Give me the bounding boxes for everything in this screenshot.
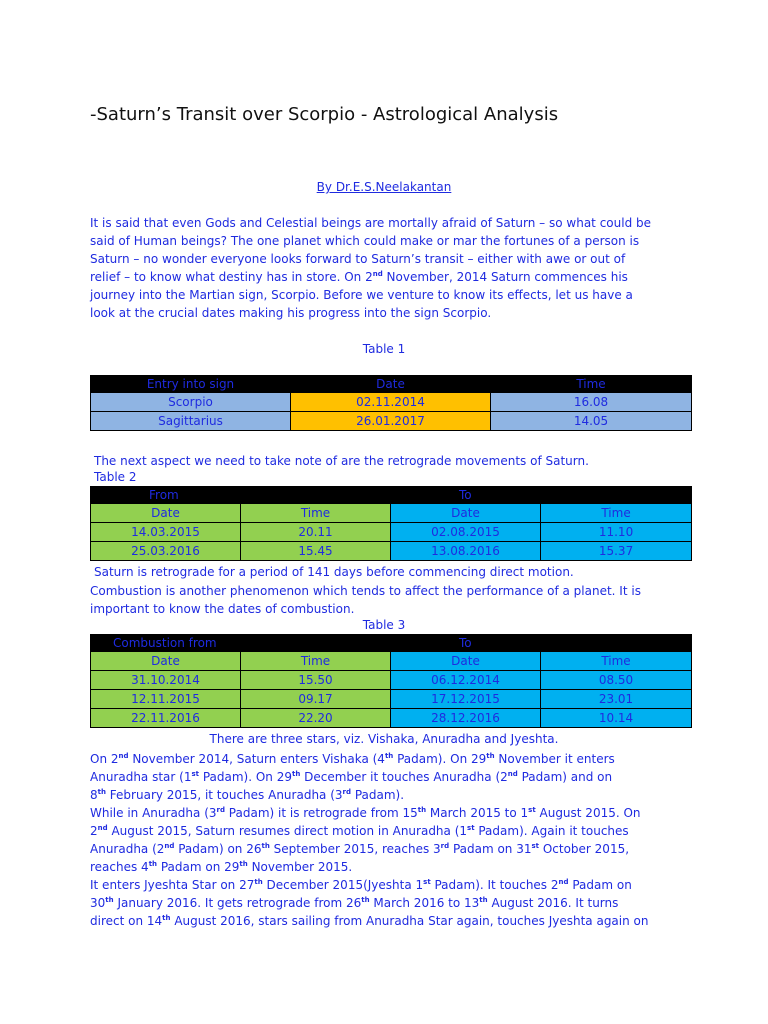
intro-line: journey into the Martian sign, Scorpio. Before we venture to know its effects, let us have a — [90, 288, 633, 302]
table-cell: 28.12.2016 — [391, 709, 541, 728]
table-row — [91, 709, 692, 728]
table1-saturn-entry — [90, 375, 692, 431]
table-cell: 16.08 — [491, 393, 692, 412]
table3-combustion — [90, 634, 692, 728]
body-line: On 2nd November 2014, Saturn enters Vishaka (4th Padam). On 29th November it enters — [90, 752, 615, 766]
table-cell: 14.05 — [491, 412, 692, 431]
table-header-cell: Date — [91, 504, 241, 523]
table-row — [91, 671, 692, 690]
table1-caption: Table 1 — [362, 342, 406, 356]
table-header-cell: From — [91, 487, 391, 504]
table-cell: Scorpio — [91, 393, 291, 412]
table-cell: 13.08.2016 — [391, 542, 541, 561]
intro-paragraph — [90, 214, 690, 322]
table-header-cell: Time — [541, 652, 692, 671]
table-header-cell: To — [391, 635, 692, 652]
table-cell: 17.12.2015 — [391, 690, 541, 709]
body-line: While in Anuradha (3rd Padam) it is retrograde from 15th March 2015 to 1st August 2015. On — [90, 806, 641, 820]
table-header-row — [91, 504, 692, 523]
table-cell: 02.11.2014 — [291, 393, 491, 412]
table-cell: 12.11.2015 — [91, 690, 241, 709]
table-header-cell: Time — [491, 376, 692, 393]
table-header-row — [91, 376, 692, 393]
table-header-cell: Date — [391, 652, 541, 671]
intro-line: It is said that even Gods and Celestial beings are mortally afraid of Saturn – so what could be — [90, 216, 651, 230]
table-cell: 09.17 — [241, 690, 391, 709]
intro-line: Saturn – no wonder everyone looks forward to Saturn’s transit – either with awe or out of — [90, 252, 626, 266]
intro-line: said of Human beings? The one planet which could make or mar the fortunes of a person is — [90, 234, 640, 248]
table-row — [91, 523, 692, 542]
table-header-row — [91, 652, 692, 671]
table-group-header-row — [91, 487, 692, 504]
table-row — [91, 690, 692, 709]
table3-caption: Table 3 — [362, 618, 406, 632]
table-row — [91, 393, 692, 412]
table-header-cell: Time — [241, 504, 391, 523]
table-row — [91, 542, 692, 561]
table-cell: 23.01 — [541, 690, 692, 709]
stars-line: There are three stars, viz. Vishaka, Anuradha and Jyeshta. — [209, 732, 559, 746]
table-cell: Sagittarius — [91, 412, 291, 431]
body-line: 30th January 2016. It gets retrograde from 26th March 2016 to 13th August 2016. It turns — [90, 896, 619, 910]
table2-retrograde — [90, 486, 692, 561]
combustion-line: Combustion is another phenomenon which tends to affect the performance of a planet. It is — [90, 584, 641, 598]
table-cell: 10.14 — [541, 709, 692, 728]
table-cell: 22.11.2016 — [91, 709, 241, 728]
table-cell: 02.08.2015 — [391, 523, 541, 542]
table-header-cell: Time — [241, 652, 391, 671]
table-cell: 22.20 — [241, 709, 391, 728]
body-line: It enters Jyeshta Star on 27th December 2015(Jyeshta 1st Padam). It touches 2nd Padam on — [90, 878, 632, 892]
table-header-cell: Date — [291, 376, 491, 393]
intro-line: look at the crucial dates making his progress into the sign Scorpio. — [90, 306, 492, 320]
author-byline-link[interactable]: By Dr.E.S.Neelakantan — [316, 180, 452, 194]
body-line: direct on 14th August 2016, stars sailing from Anuradha Star again, touches Jyeshta again on — [90, 914, 649, 928]
table-cell: 11.10 — [541, 523, 692, 542]
table-cell: 15.45 — [241, 542, 391, 561]
table-row — [91, 412, 692, 431]
document-title: -Saturn’s Transit over Scorpio - Astrological Analysis — [90, 104, 559, 125]
retrograde-note: Saturn is retrograde for a period of 141 days before commencing direct motion. — [94, 565, 574, 579]
transit-body — [90, 750, 678, 930]
table-header-cell: Time — [541, 504, 692, 523]
table-header-cell: Date — [391, 504, 541, 523]
table-header-cell: Entry into sign — [91, 376, 291, 393]
combustion-line: important to know the dates of combustion. — [90, 602, 355, 616]
body-line: 2nd August 2015, Saturn resumes direct motion in Anuradha (1st Padam). Again it touches — [90, 824, 629, 838]
table-header-cell: Date — [91, 652, 241, 671]
table-cell: 25.03.2016 — [91, 542, 241, 561]
table-cell: 15.37 — [541, 542, 692, 561]
body-line: Anuradha (2nd Padam) on 26th September 2015, reaches 3rd Padam on 31st October 2015, — [90, 842, 630, 856]
intro-line: relief – to know what destiny has in store. On 2nd November, 2014 Saturn commences his — [90, 270, 628, 284]
retrograde-intro: The next aspect we need to take note of are the retrograde movements of Saturn. — [94, 454, 589, 468]
table-cell: 08.50 — [541, 671, 692, 690]
table-header-cell: Combustion from — [91, 635, 391, 652]
table-cell: 31.10.2014 — [91, 671, 241, 690]
combustion-paragraph — [90, 582, 690, 618]
table-cell: 06.12.2014 — [391, 671, 541, 690]
table2-caption: Table 2 — [94, 470, 137, 484]
body-line: Anuradha star (1st Padam). On 29th December it touches Anuradha (2nd Padam) and on — [90, 770, 613, 784]
table-cell: 20.11 — [241, 523, 391, 542]
table-cell: 26.01.2017 — [291, 412, 491, 431]
table-cell: 15.50 — [241, 671, 391, 690]
body-line: 8th February 2015, it touches Anuradha (3rd Padam). — [90, 788, 405, 802]
table-cell: 14.03.2015 — [91, 523, 241, 542]
table-header-cell: To — [391, 487, 692, 504]
table-group-header-row — [91, 635, 692, 652]
body-line: reaches 4th Padam on 29th November 2015. — [90, 860, 353, 874]
